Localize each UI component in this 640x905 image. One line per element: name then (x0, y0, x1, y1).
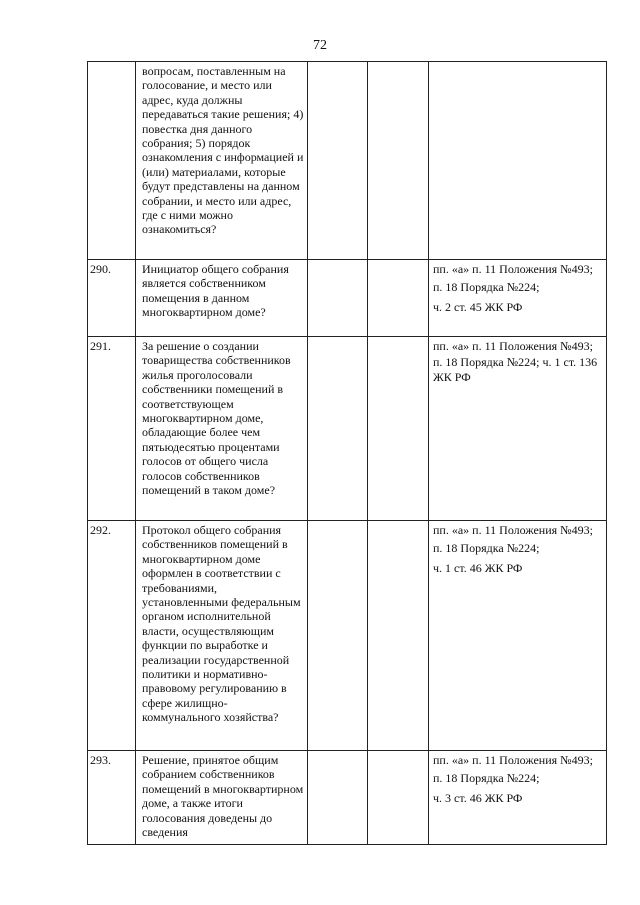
answer-cell (368, 260, 429, 337)
reference-cell (429, 260, 607, 337)
table-row (88, 337, 607, 521)
answer-cell (308, 521, 368, 751)
checklist-table (87, 61, 607, 845)
question-text: Инициатор общего собрания является собственником помещения в данном многоквартирном доме? (136, 260, 308, 337)
legal-reference: ч. 3 ст. 46 ЖК РФ (433, 791, 523, 805)
row-number: 293. (88, 751, 136, 845)
reference-cell (429, 337, 607, 521)
legal-reference: ч. 2 ст. 45 ЖК РФ (433, 300, 523, 314)
answer-cell (308, 337, 368, 521)
answer-cell (308, 62, 368, 260)
table-row (88, 62, 607, 260)
row-number: 290. (88, 260, 136, 337)
row-number: 292. (88, 521, 136, 751)
question-text: Решение, принятое общим собранием собственников помещений в многоквартирном доме, а также итоги голосования доведены до сведения (136, 751, 308, 845)
table-row (88, 751, 607, 845)
question-text: За решение о создании товарищества собственников жилья проголосовали собственники помещений в соответствующем многоквартирном доме, обладающие более чем пятьюдесятью процентами голосов от общего числа голосов собственников помещений в таком доме? (136, 337, 308, 521)
answer-cell (308, 260, 368, 337)
table-row (88, 521, 607, 751)
question-text: вопросам, поставленным на голосование, и место или адрес, куда должны передаваться такие решения; 4) повестка дня данного собрания; 5) порядок ознакомления с информацией и (или) материалами, которые будут представлены на данном собрании, и место или адрес, где с ними можно ознакомиться? (136, 62, 308, 260)
row-number (88, 62, 136, 260)
legal-reference: ч. 1 ст. 46 ЖК РФ (433, 561, 523, 575)
reference-cell (429, 751, 607, 845)
legal-reference: п. 18 Порядка №224; (433, 279, 540, 294)
answer-cell (368, 521, 429, 751)
reference-cell (429, 521, 607, 751)
legal-reference: пп. «а» п. 11 Положения №493; (433, 523, 593, 537)
answer-cell (368, 337, 429, 521)
table-row (88, 260, 607, 337)
answer-cell (308, 751, 368, 845)
row-number: 291. (88, 337, 136, 521)
legal-reference: п. 18 Порядка №224; (433, 540, 540, 555)
reference-cell (429, 62, 607, 260)
legal-reference: пп. «а» п. 11 Положения №493; (433, 262, 593, 276)
page-number: 72 (313, 38, 327, 53)
legal-reference: пп. «а» п. 11 Положения №493; п. 18 Порядка №224; ч. 1 ст. 136 ЖК РФ (433, 339, 598, 384)
question-text: Протокол общего собрания собственников помещений в многоквартирном доме оформлен в соответствии с требованиями, установленными федеральным органом исполнительной власти, осуществляющим функции по выработке и реализации государственной политики и нормативно-правовому регулированию в сфере жилищно-коммунального хозяйства? (136, 521, 308, 751)
answer-cell (368, 62, 429, 260)
answer-cell (368, 751, 429, 845)
legal-reference: пп. «а» п. 11 Положения №493; (433, 753, 593, 767)
legal-reference: п. 18 Порядка №224; (433, 770, 540, 785)
